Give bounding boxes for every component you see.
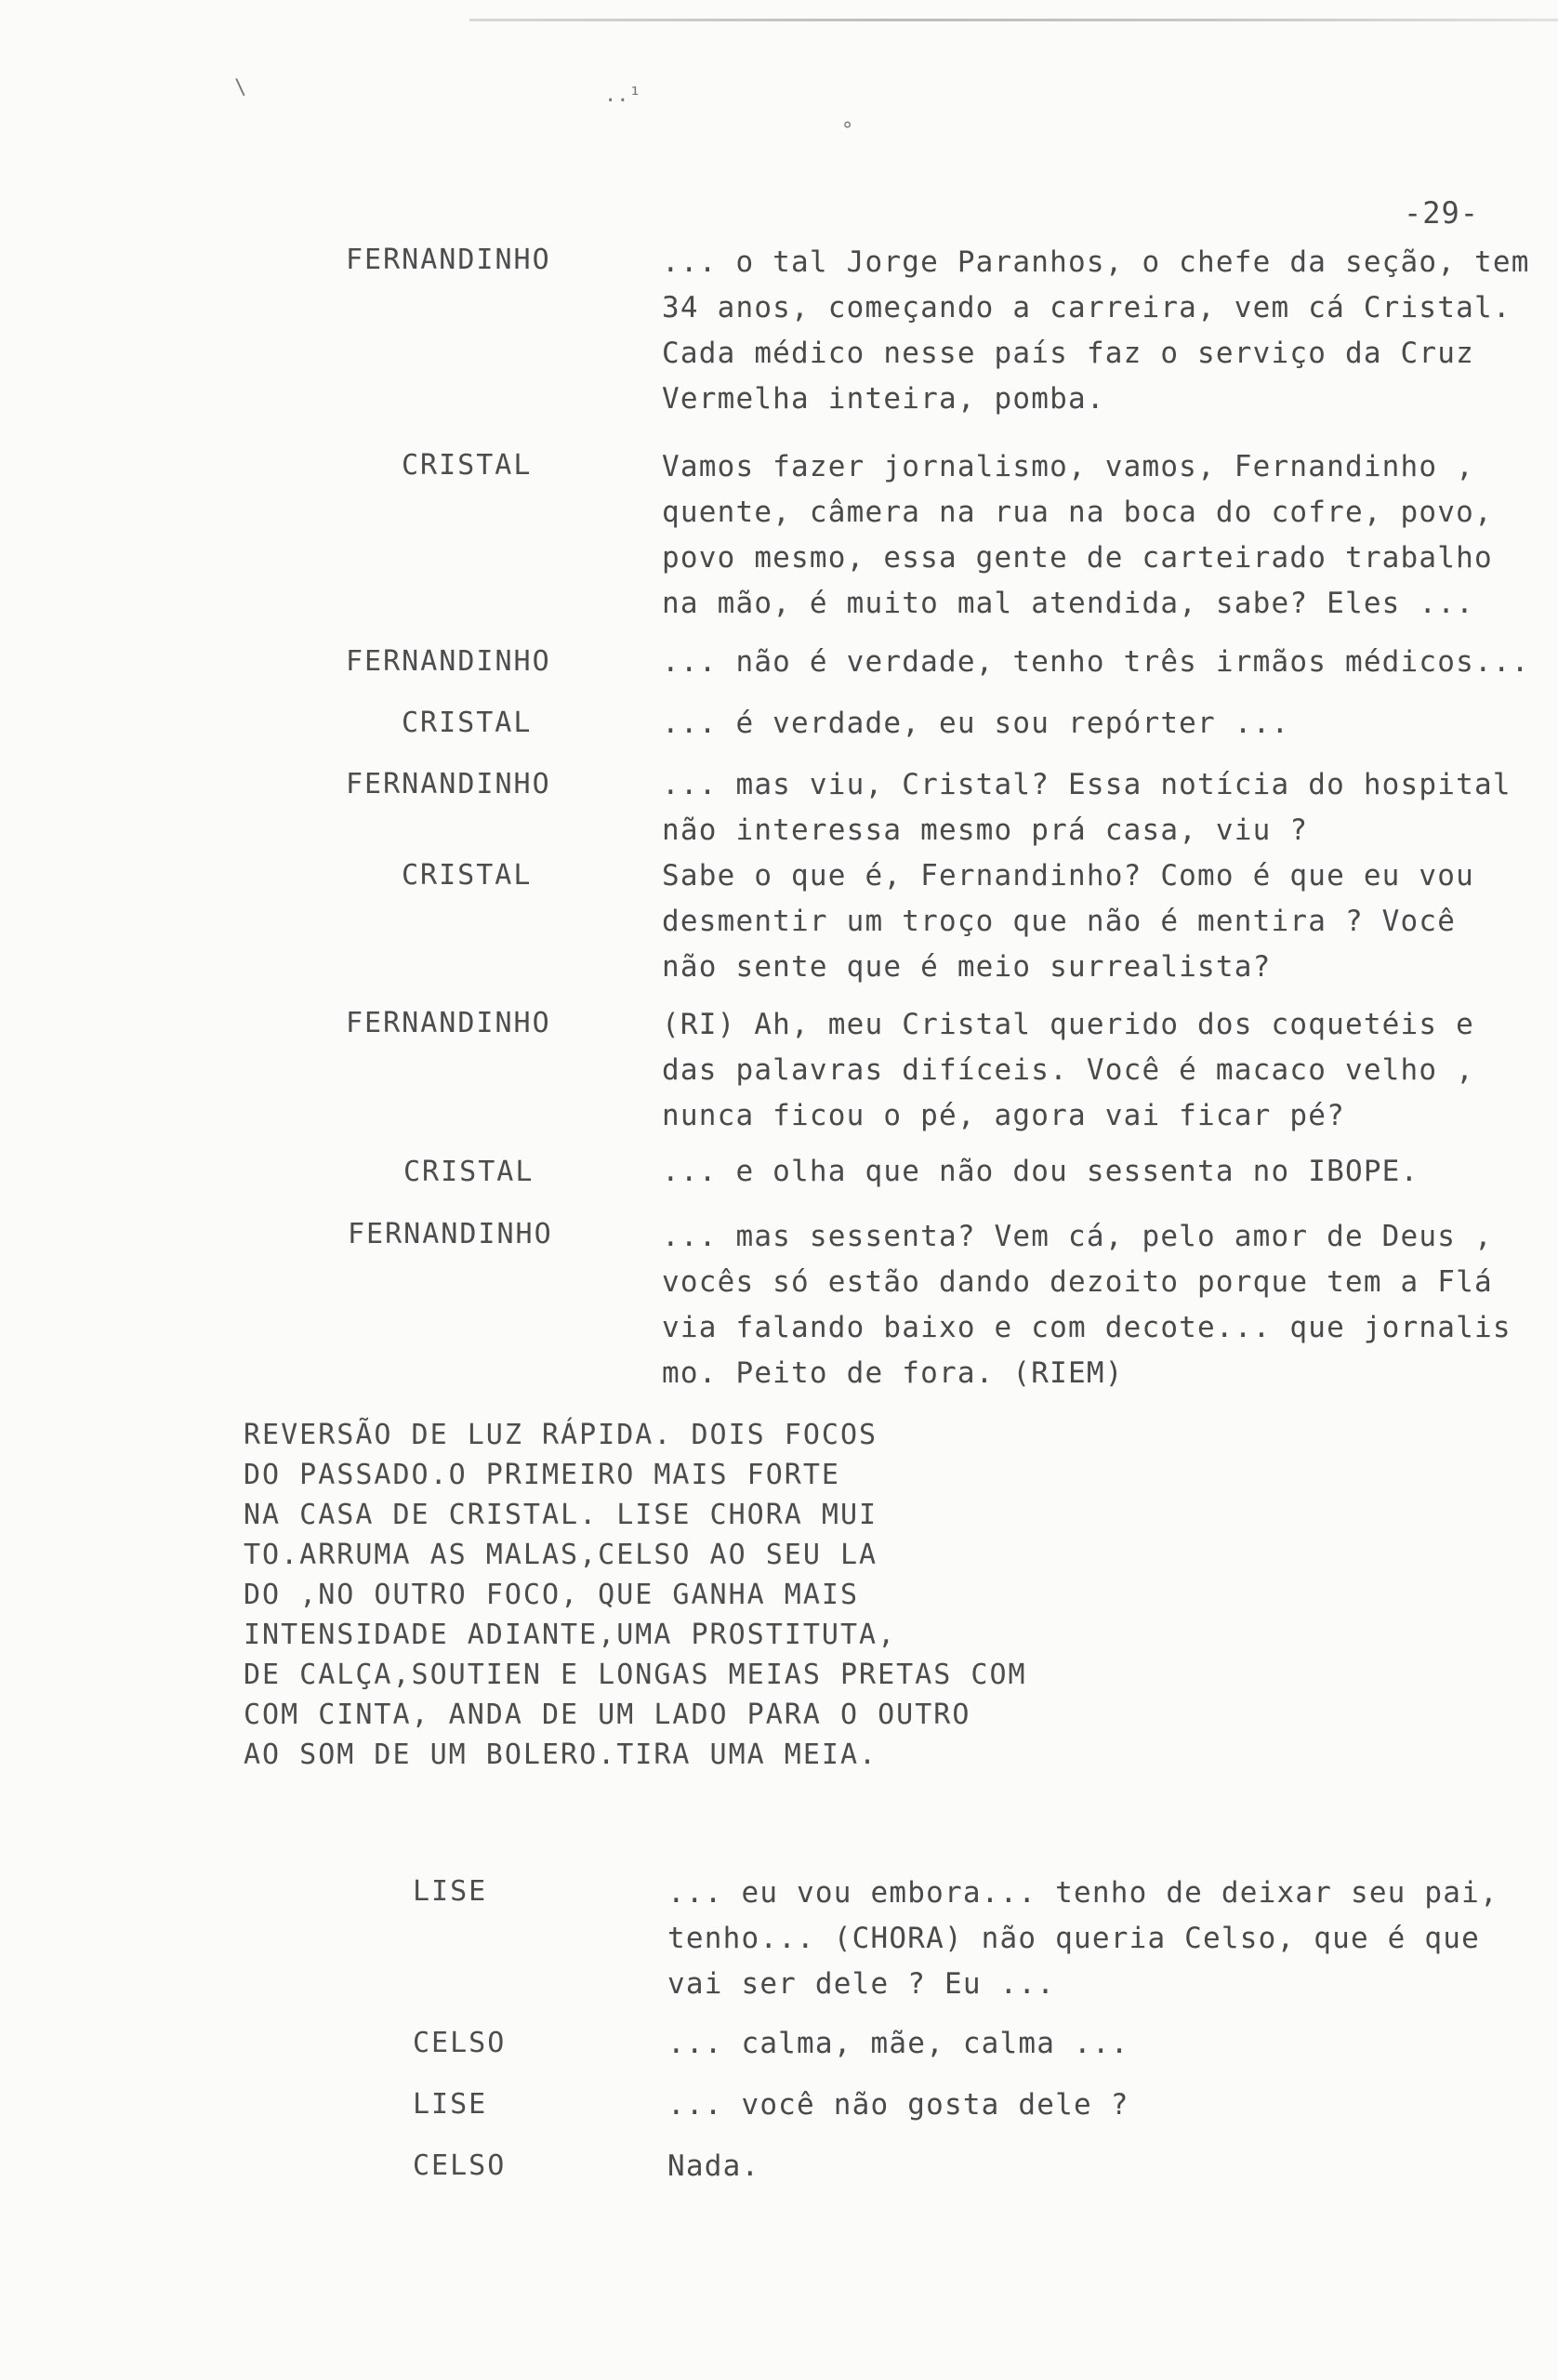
speaker-celso: CELSO	[413, 2027, 507, 2059]
speech-block	[662, 853, 1474, 990]
speaker-fernandinho: FERNANDINHO	[346, 1007, 551, 1039]
speech-line: na mão, é muito mal atendida, sabe? Eles ...	[662, 587, 1474, 620]
stage-line: AO SOM DE UM BOLERO.TIRA UMA MEIA.	[244, 1739, 878, 1771]
speech-block	[667, 2144, 759, 2189]
speech-line: ... você não gosta dele ?	[667, 2088, 1129, 2122]
speech-line: povo mesmo, essa gente de carteirado trabalho	[662, 541, 1493, 575]
speech-block	[662, 1149, 1419, 1195]
speech-line: via falando baixo e com decote... que jornalis	[662, 1311, 1512, 1344]
speech-line: Vamos fazer jornalismo, vamos, Fernandinho ,	[662, 450, 1474, 483]
speech-block	[667, 1871, 1499, 2007]
speech-line: não interessa mesmo prá casa, viu ?	[662, 813, 1309, 847]
speech-line: ... mas sessenta? Vem cá, pelo amor de Deus ,	[662, 1220, 1493, 1253]
speech-line: Nada.	[667, 2149, 760, 2183]
speech-line: ... não é verdade, tenho três irmãos médicos...	[662, 645, 1530, 679]
speech-line: Sabe o que é, Fernandinho? Como é que eu vou	[662, 859, 1474, 892]
speaker-cristal: CRISTAL	[402, 449, 533, 482]
speaker-cristal: CRISTAL	[402, 707, 533, 739]
speaker-celso: CELSO	[413, 2149, 507, 2182]
stage-line: TO.ARRUMA AS MALAS,CELSO AO SEU LA	[244, 1539, 878, 1571]
speech-line: ... é verdade, eu sou repórter ...	[662, 707, 1290, 740]
stage-line: COM CINTA, ANDA DE UM LADO PARA O OUTRO	[244, 1699, 971, 1731]
speech-line: ... mas viu, Cristal? Essa notícia do hospital	[662, 768, 1512, 801]
speech-block	[667, 2021, 1129, 2067]
top-scan-rule	[469, 19, 1558, 21]
speech-line: quente, câmera na rua na boca do cofre, povo,	[662, 496, 1493, 529]
speech-block	[662, 240, 1530, 422]
speech-line: ... calma, mãe, calma ...	[667, 2027, 1129, 2060]
speech-line: das palavras difíceis. Você é macaco velho ,	[662, 1053, 1474, 1087]
speech-line: vai ser dele ? Eu ...	[667, 1967, 1056, 2001]
speech-line: desmentir um troço que não é mentira ? Você	[662, 905, 1457, 938]
speaker-fernandinho: FERNANDINHO	[346, 244, 551, 276]
speaker-fernandinho: FERNANDINHO	[346, 645, 551, 678]
page-number: -29-	[1404, 195, 1480, 231]
stage-line: DE CALÇA,SOUTIEN E LONGAS MEIAS PRETAS COM	[244, 1659, 1027, 1691]
speaker-fernandinho: FERNANDINHO	[346, 768, 551, 800]
speech-block	[662, 640, 1530, 685]
speaker-lise: LISE	[413, 1875, 488, 1908]
speech-block	[662, 1002, 1474, 1139]
speech-block	[667, 2082, 1129, 2128]
stage-line: INTENSIDADE ADIANTE,UMA PROSTITUTA,	[244, 1619, 897, 1651]
speech-line: (RI) Ah, meu Cristal querido dos coquetéis e	[662, 1008, 1474, 1041]
speaker-fernandinho: FERNANDINHO	[348, 1218, 553, 1250]
speech-block	[662, 762, 1512, 853]
stage-line: NA CASA DE CRISTAL. LISE CHORA MUI	[244, 1499, 878, 1531]
stage-line: DO ,NO OUTRO FOCO, QUE GANHA MAIS	[244, 1579, 860, 1611]
speech-block	[662, 701, 1289, 747]
speech-line: ... e olha que não dou sessenta no IBOPE.	[662, 1155, 1419, 1188]
speech-line: Cada médico nesse país faz o serviço da Cruz	[662, 337, 1474, 370]
speaker-lise: LISE	[413, 2088, 488, 2121]
speech-line: tenho... (CHORA) não queria Celso, que é que	[667, 1922, 1480, 1955]
margin-mark-top-left: \	[234, 76, 247, 99]
speech-line: ... eu vou embora... tenho de deixar seu pai,	[667, 1876, 1499, 1910]
speaker-cristal: CRISTAL	[402, 859, 533, 892]
speech-block	[662, 444, 1493, 627]
margin-mark-top-dot: °	[841, 119, 854, 142]
speech-line: Vermelha inteira, pomba.	[662, 382, 1105, 416]
speech-block	[662, 1214, 1512, 1396]
speech-line: nunca ficou o pé, agora vai ficar pé?	[662, 1099, 1345, 1132]
margin-mark-top-mid: ..¹	[604, 84, 641, 107]
stage-line: REVERSÃO DE LUZ RÁPIDA. DOIS FOCOS	[244, 1419, 878, 1451]
speech-line: mo. Peito de fora. (RIEM)	[662, 1356, 1124, 1390]
speech-line: ... o tal Jorge Paranhos, o chefe da seção, tem	[662, 245, 1530, 279]
stage-direction	[244, 1415, 1027, 1775]
stage-line: DO PASSADO.O PRIMEIRO MAIS FORTE	[244, 1459, 840, 1491]
speech-line: vocês só estão dando dezoito porque tem a Flá	[662, 1265, 1493, 1299]
speaker-cristal: CRISTAL	[403, 1156, 535, 1188]
speech-line: 34 anos, começando a carreira, vem cá Cristal.	[662, 291, 1512, 324]
speech-line: não sente que é meio surrealista?	[662, 950, 1272, 984]
